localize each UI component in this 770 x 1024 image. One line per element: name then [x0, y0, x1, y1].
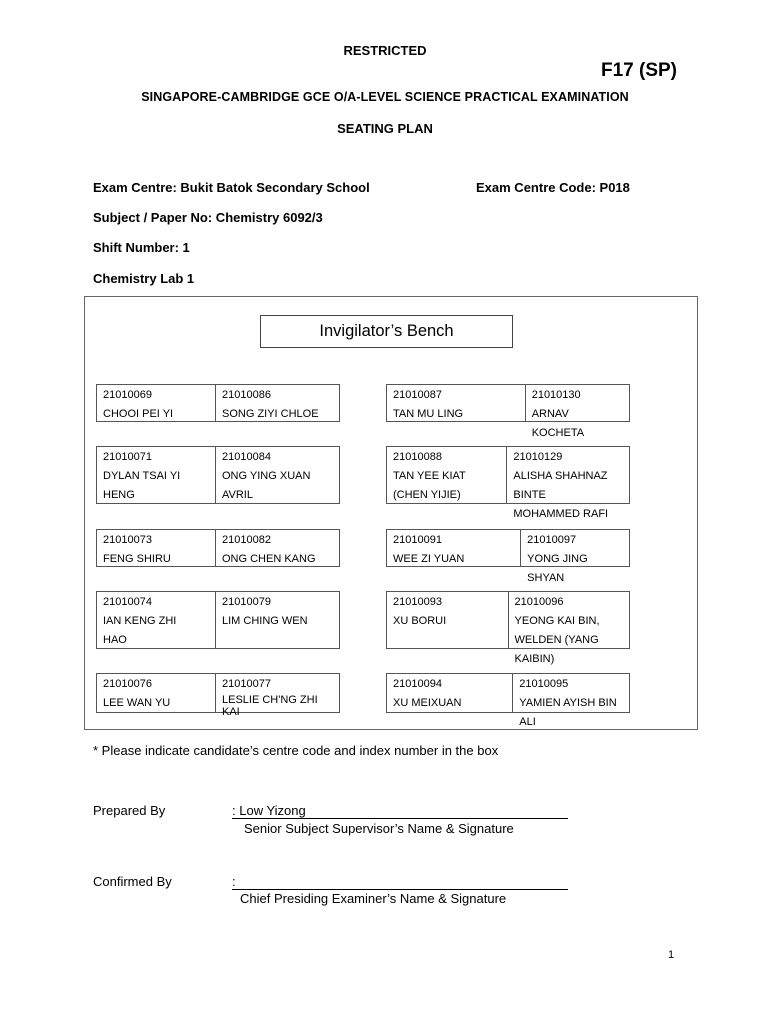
desk-right [386, 529, 630, 584]
seat-cell [387, 592, 508, 648]
candidate-index: 21010071 [103, 451, 152, 463]
candidate-index: 21010076 [103, 678, 152, 690]
seat-cell [97, 592, 215, 648]
candidate-name: LEE WAN YU [103, 697, 171, 709]
seat-cell [512, 674, 629, 728]
seat-cell [215, 674, 323, 718]
candidate-name: SONG ZIYI CHLOE [222, 408, 319, 420]
seat-cell [97, 674, 215, 712]
seat-cell [387, 530, 520, 566]
prepared-by-name: Low Yizong [239, 803, 306, 818]
candidate-index: 21010079 [222, 596, 271, 608]
seat-cell [506, 447, 629, 520]
prepared-by-prefix: : [232, 803, 240, 818]
candidate-name: XU BORUI [393, 615, 447, 627]
seat-cell [97, 385, 215, 421]
seat-cell [97, 447, 215, 503]
candidate-name: KAI [222, 706, 240, 718]
candidate-name: CHOOI PEI YI [103, 408, 174, 420]
seat-cell [525, 385, 629, 439]
candidate-index: 21010073 [103, 534, 152, 546]
candidate-name: (CHEN YIJIE) [393, 489, 461, 501]
confirmed-by-label: Confirmed By [93, 874, 172, 889]
desk-right [386, 673, 630, 728]
page-number: 1 [668, 949, 675, 961]
candidate-name: ONG YING XUAN [222, 470, 311, 482]
seat-cell [387, 674, 512, 712]
candidate-name: MOHAMMED RAFI [513, 508, 609, 520]
seat-cell [215, 530, 321, 566]
candidate-index: 21010086 [222, 389, 271, 401]
candidate-name: LIM CHING WEN [222, 615, 308, 627]
candidate-name: ALISHA SHAHNAZ BINTE [513, 470, 608, 501]
prepared-by-line [232, 803, 568, 819]
candidate-index: 21010097 [527, 534, 577, 546]
subject-paper: Subject / Paper No: Chemistry 6092/3 [93, 210, 323, 225]
candidate-name: WEE ZI YUAN [393, 553, 465, 565]
candidate-name: YEONG KAI BIN, [514, 615, 600, 627]
candidate-name: WELDEN (YANG KAIBIN) [514, 634, 599, 665]
desk-right [386, 384, 630, 439]
candidate-name: TAN MU LING [393, 408, 464, 420]
confirmed-by-caption: Chief Presiding Examiner’s Name & Signature [240, 891, 507, 906]
candidate-name: FENG SHIRU [103, 553, 171, 565]
form-code: F17 (SP) [600, 60, 677, 81]
plan-title: SEATING PLAN [337, 121, 433, 136]
desk-right [386, 591, 630, 665]
candidate-index: 21010069 [103, 389, 152, 401]
candidate-name: ARNAV KOCHETA [531, 408, 585, 439]
exam-title: SINGAPORE-CAMBRIDGE GCE O/A-LEVEL SCIENCE PRACTICAL EXAMINATION [141, 90, 629, 104]
prepared-by-label: Prepared By [93, 803, 166, 818]
candidate-name: IAN KENG ZHI [103, 615, 177, 627]
lab-name: Chemistry Lab 1 [93, 271, 195, 286]
candidate-index: 21010096 [514, 596, 564, 608]
candidate-index: 21010087 [393, 389, 442, 401]
candidate-name: AVRIL [222, 489, 253, 501]
shift-number: Shift Number: 1 [93, 240, 190, 255]
candidate-name: DYLAN TSAI YI [103, 470, 181, 482]
seat-cell [520, 530, 629, 584]
candidate-name: ONG CHEN KANG [222, 553, 316, 565]
seat-cell [215, 592, 313, 648]
candidate-name: HENG [103, 489, 135, 501]
candidate-index: 21010130 [531, 389, 581, 401]
invigilator-bench: Invigilator’s Bench [260, 315, 513, 348]
desk-left [96, 446, 340, 504]
candidate-name: YONG JING SHYAN [527, 553, 588, 584]
seat-cell [508, 592, 629, 665]
seat-cell [387, 385, 525, 421]
candidate-index: 21010074 [103, 596, 152, 608]
candidate-index: 21010091 [393, 534, 442, 546]
confirmed-by-line [232, 874, 568, 890]
candidate-name: XU MEIXUAN [393, 697, 462, 709]
candidate-name: YAMIEN AYISH BIN ALI [519, 697, 617, 728]
restricted-marking: RESTRICTED [343, 43, 427, 58]
desk-left [96, 673, 340, 718]
prepared-by-caption: Senior Subject Supervisor’s Name & Signature [244, 821, 514, 836]
exam-centre: Exam Centre: Bukit Batok Secondary School [93, 180, 370, 195]
candidate-index: 21010077 [222, 678, 271, 690]
candidate-name: TAN YEE KIAT [393, 470, 466, 482]
candidate-name: HAO [103, 634, 127, 646]
desk-left [96, 384, 340, 422]
confirmed-by-prefix: : [232, 874, 236, 889]
candidate-index: 21010129 [513, 451, 563, 463]
desk-left [96, 591, 340, 649]
candidate-index: 21010095 [519, 678, 569, 690]
seat-cell [215, 447, 315, 503]
exam-centre-code: Exam Centre Code: P018 [476, 180, 630, 195]
desk-left [96, 529, 340, 567]
candidate-name: LESLIE CH'NG ZHI [222, 694, 318, 706]
seat-cell [387, 447, 506, 503]
seat-cell [215, 385, 324, 421]
candidate-index: 21010084 [222, 451, 271, 463]
candidate-index: 21010093 [393, 596, 442, 608]
candidate-index: 21010088 [393, 451, 442, 463]
seat-cell [97, 530, 215, 566]
desk-right [386, 446, 630, 520]
instruction-note: * Please indicate candidate’s centre code and index number in the box [93, 743, 499, 758]
candidate-index: 21010094 [393, 678, 442, 690]
candidate-index: 21010082 [222, 534, 271, 546]
